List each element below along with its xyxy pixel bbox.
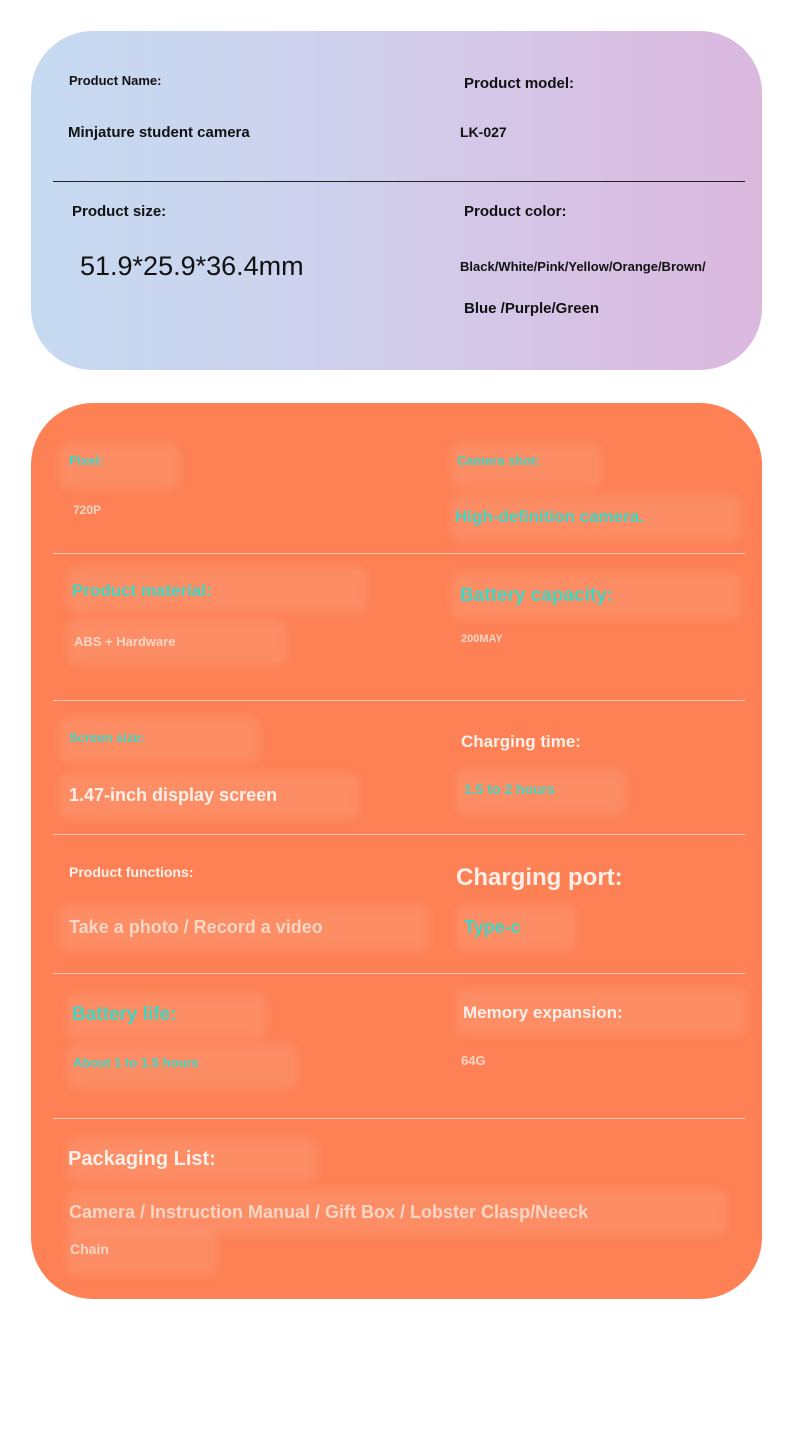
packaging-line1: Camera / Instruction Manual / Gift Box / Lobster Clasp/Neeck <box>69 1202 589 1222</box>
pixel-label: Pixel: <box>69 453 104 468</box>
divider <box>53 700 745 701</box>
packaging-label: Packaging List: <box>68 1148 216 1170</box>
divider <box>53 1118 745 1119</box>
product-color-line2: Blue /Purple/Green <box>464 300 600 317</box>
product-name-value: Minjature student camera <box>68 124 250 141</box>
divider <box>53 834 745 835</box>
product-color-label: Product color: <box>464 203 567 220</box>
camera-shot-value: High-definition camera. <box>455 507 644 526</box>
product-size-label: Product size: <box>72 203 167 220</box>
product-color-line1: Black/White/Pink/Yellow/Orange/Brown/ <box>460 259 706 274</box>
memory-value: 64G <box>461 1053 486 1068</box>
packaging-line2: Chain <box>70 1241 109 1257</box>
charging-time-value: 1.5 to 2 hours <box>464 781 556 797</box>
specifications-card <box>31 403 762 1299</box>
divider <box>53 973 745 974</box>
memory-label: Memory expansion: <box>463 1003 623 1022</box>
divider <box>53 181 745 182</box>
screen-size-label: Screen size: <box>69 730 145 745</box>
divider <box>53 553 745 554</box>
screen-size-value: 1.47-inch display screen <box>69 785 278 805</box>
product-model-label: Product model: <box>464 75 575 92</box>
product-size-value: 51.9*25.9*36.4mm <box>80 251 304 281</box>
charging-port-value: Type-c <box>464 917 521 937</box>
functions-label: Product functions: <box>69 864 194 880</box>
battery-life-label: Battery life: <box>72 1004 177 1025</box>
functions-value: Take a photo / Record a video <box>69 917 323 937</box>
camera-shot-label: Camera shot: <box>457 453 541 468</box>
product-model-value: LK-027 <box>460 124 507 140</box>
product-info-card <box>31 31 762 370</box>
product-name-label: Product Name: <box>69 73 162 88</box>
pixel-value: 720P <box>73 503 102 517</box>
material-value: ABS + Hardware <box>74 634 176 649</box>
battery-capacity-value: 200MAY <box>461 633 503 645</box>
battery-capacity-label: Battery capacity: <box>460 585 614 606</box>
charging-port-label: Charging port: <box>456 864 623 891</box>
battery-life-value: About 1 to 1.5 hours <box>73 1055 199 1070</box>
charging-time-label: Charging time: <box>461 732 581 751</box>
material-label: Product material: <box>72 581 212 600</box>
